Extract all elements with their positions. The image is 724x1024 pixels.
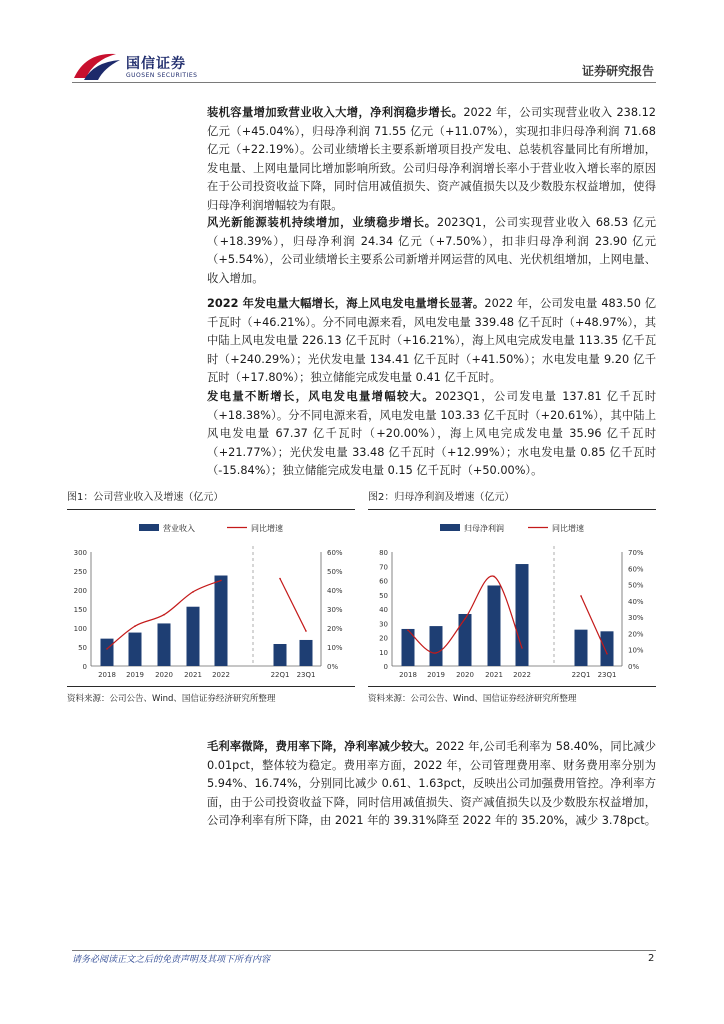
x-tick-label: 2022 [212, 671, 230, 679]
page-number: 2 [648, 953, 655, 964]
bar-23Q1 [300, 640, 313, 666]
y-right-tick-label: 10% [327, 644, 343, 652]
y-left-tick-label: 150 [73, 606, 87, 614]
figure-title: 图1：公司营业收入及增速（亿元） [67, 488, 355, 510]
y-right-tick-label: 40% [327, 587, 343, 595]
bar-2021 [187, 607, 200, 666]
bar-2019 [430, 626, 443, 666]
y-left-tick-label: 0 [82, 663, 87, 671]
y-left-tick-label: 250 [73, 568, 87, 576]
figure-divider [368, 686, 656, 687]
x-tick-label: 23Q1 [296, 671, 316, 679]
chart-revenue-svg [67, 510, 355, 688]
bar-2019 [129, 633, 142, 666]
x-tick-label: 2019 [427, 671, 445, 679]
logo-text-en: GUOSEN SECURITIES [126, 72, 198, 79]
x-tick-label: 22Q1 [270, 671, 290, 679]
x-tick-label: 2019 [126, 671, 144, 679]
figure-title: 图2：归母净利润及增速（亿元） [368, 488, 656, 510]
x-tick-label: 2020 [456, 671, 474, 679]
paragraph-text: 2022 年，公司发电量 483.50 亿千瓦时（+46.21%）。分不同电源来看，风电发电量 339.48 亿千瓦时（+48.97%），其中陆上风电发电量 226.13 亿千瓦时（+16.21%），海上风电完成发电量 113.35 亿千瓦时（+240.29%）；光伏发电量 134.41 亿千瓦时（+41.50%）；水电发电量 9.20 亿千瓦时（+17.80%）；独立储能完成发电量 0.41 亿千瓦时。 [207, 297, 656, 384]
y-right-tick-label: 30% [628, 614, 644, 623]
y-right-tick-label: 60% [327, 549, 343, 557]
paragraph-text: 2023Q1，公司实现营业收入 68.53 亿元（+18.39%），归母净利润 24.34 亿元（+7.50%），扣非归母净利润 23.90 亿元（+5.54%），公司业绩增长主要系公司新增并网运营的风电、光伏机组增加，上网电量、收入增加。 [207, 216, 656, 285]
chart-net-profit-svg [368, 510, 656, 688]
growth-point-2020 [163, 614, 165, 616]
figure-net-profit [368, 488, 656, 704]
paragraph-heading: 毛利率微降，费用率下降，净利率减少较大。 [207, 740, 436, 753]
x-tick-label: 2020 [155, 671, 173, 679]
growth-point-2020 [464, 618, 466, 620]
y-right-tick-label: 50% [628, 581, 644, 590]
bar-23Q1 [601, 631, 614, 666]
y-right-tick-label: 0% [628, 663, 640, 671]
y-right-tick-label: 20% [628, 630, 644, 639]
figure-source: 资料来源：公司公告、Wind、国信证券经济研究所整理 [368, 694, 577, 704]
paragraph-margins [207, 738, 656, 831]
chart-revenue [67, 510, 355, 680]
guosen-logo-icon [72, 48, 122, 84]
bar-2020 [459, 614, 472, 666]
growth-point-23Q1 [606, 653, 608, 655]
bar-22Q1 [575, 630, 588, 666]
growth-point-2021 [493, 576, 495, 578]
x-tick-label: 2018 [98, 671, 116, 679]
y-left-tick-label: 40 [379, 606, 388, 614]
paragraph-new-energy [207, 214, 656, 288]
legend-bar-swatch [440, 524, 460, 531]
bar-2021 [488, 585, 501, 666]
legend-bar-label: 营业收入 [163, 524, 195, 533]
y-left-tick-label: 300 [73, 549, 87, 557]
growth-point-2019 [435, 652, 437, 654]
bar-22Q1 [274, 644, 287, 666]
paragraph-revenue [207, 104, 656, 215]
bar-2020 [158, 623, 171, 666]
growth-point-2022 [521, 647, 523, 649]
x-tick-label: 23Q1 [597, 671, 617, 679]
disclaimer-link[interactable]: 请务必阅读正文之后的免责声明及其项下所有内容 [72, 955, 271, 965]
y-left-tick-label: 80 [379, 549, 388, 557]
paragraph-heading: 2022 年发电量大幅增长，海上风电发电量增长显著。 [207, 297, 485, 310]
growth-point-2018 [407, 629, 409, 631]
paragraph-text: 2022 年,公司毛利率为 58.40%，同比减少 0.01pct，整体较为稳定。费用率方面，2022 年，公司管理费用率、财务费用率分别为 5.94%、16.74%，分别同比减少 0.61、1.63pct，反映出公司加强费用管控。净利率方面，由于公司投资收益下降，同时信用减值损失、资产减值损失以及少数股东权益增加，公司净利率有所下降，由 2021 年的 39.31%降至 2022 年的 35.20%，减少 3.78pct。 [207, 740, 656, 827]
page-header [0, 0, 724, 90]
paragraph-generation-q1 [207, 388, 656, 481]
y-right-tick-label: 30% [327, 606, 343, 614]
header-divider [72, 82, 656, 83]
paragraph-text: 2022 年，公司实现营业收入 238.12 亿元（+45.04%），归母净利润 71.55 亿元（+11.07%），实现扣非归母净利润 71.68 亿元（+22.19%）。公司业绩增长主要系新增项目投产发电、总装机容量同比有所增加，发电量、上网电量同比增加影响所致。公司归母净利润增长率小于营业收入增长率的原因在于公司投资收益下降，同时信用减值损失、资产减值损失以及少数股东权益增加，使得归母净利润增幅较为有限。 [207, 106, 656, 212]
growth-point-22Q1 [279, 578, 281, 580]
y-left-tick-label: 70 [379, 563, 388, 572]
x-tick-label: 2021 [485, 671, 503, 679]
paragraph-text: 2023Q1，公司发电量 137.81 亿千瓦时（+18.38%）。分不同电源来看，风电发电量 103.33 亿千瓦时（+20.61%），其中陆上风电发电量 67.37 亿千瓦时（+20.00%），海上风电完成发电量 35.96 亿千瓦时（+21.77%）；光伏发电量 33.48 亿千瓦时（+12.99%）；水电发电量 0.85 亿千瓦时（-15.84%）；独立储能完成发电量 0.15 亿千瓦时（+50.00%）。 [207, 390, 656, 477]
y-left-tick-label: 20 [379, 634, 388, 643]
growth-line-quarterly [280, 579, 306, 631]
paragraph-heading: 装机容量增加致营业收入大增，净利润稳步增长。 [207, 106, 464, 119]
y-left-tick-label: 50 [379, 591, 388, 600]
paragraph-heading: 发电量不断增长，风电发电量增幅较大。 [207, 390, 436, 403]
y-left-tick-label: 100 [73, 625, 87, 633]
report-type-label: 证券研究报告 [581, 64, 654, 78]
bar-2018 [101, 639, 114, 666]
y-right-tick-label: 70% [628, 549, 644, 557]
y-left-tick-label: 10 [379, 648, 388, 657]
y-right-tick-label: 40% [628, 597, 644, 606]
chart-net-profit [368, 510, 656, 680]
legend-line-label: 同比增速 [552, 524, 584, 533]
figure-source: 资料来源：公司公告、Wind、国信证券经济研究所整理 [67, 694, 276, 704]
legend-line-label: 同比增速 [251, 524, 283, 533]
y-right-tick-label: 10% [628, 646, 644, 655]
bar-2022 [516, 564, 529, 666]
logo-text-cn: 国信证券 [126, 56, 186, 72]
guosen-logo [72, 48, 212, 84]
figure-revenue [67, 488, 355, 704]
growth-point-22Q1 [580, 595, 582, 597]
x-tick-label: 2022 [513, 671, 531, 679]
figure-divider [67, 686, 355, 687]
growth-point-2018 [106, 648, 108, 650]
growth-point-2019 [134, 625, 136, 627]
legend-bar-swatch [139, 524, 159, 531]
growth-point-2022 [220, 580, 222, 582]
paragraph-generation-2022 [207, 295, 656, 388]
paragraph-heading: 风光新能源装机持续增加，业绩稳步增长。 [207, 216, 437, 229]
y-left-tick-label: 200 [73, 587, 87, 595]
y-left-tick-label: 60 [379, 577, 388, 586]
y-right-tick-label: 20% [327, 625, 343, 633]
bar-2022 [215, 576, 228, 666]
y-right-tick-label: 0% [327, 663, 339, 671]
x-tick-label: 2021 [184, 671, 202, 679]
growth-point-2021 [192, 591, 194, 593]
y-left-tick-label: 30 [379, 620, 388, 629]
legend-bar-label: 归母净利润 [464, 524, 504, 533]
x-tick-label: 22Q1 [571, 671, 591, 679]
growth-point-23Q1 [305, 630, 307, 632]
y-right-tick-label: 50% [327, 568, 343, 576]
footer-divider [72, 950, 656, 951]
x-tick-label: 2018 [399, 671, 417, 679]
y-left-tick-label: 50 [78, 644, 87, 652]
y-right-tick-label: 60% [628, 565, 644, 574]
y-left-tick-label: 0 [383, 663, 388, 671]
